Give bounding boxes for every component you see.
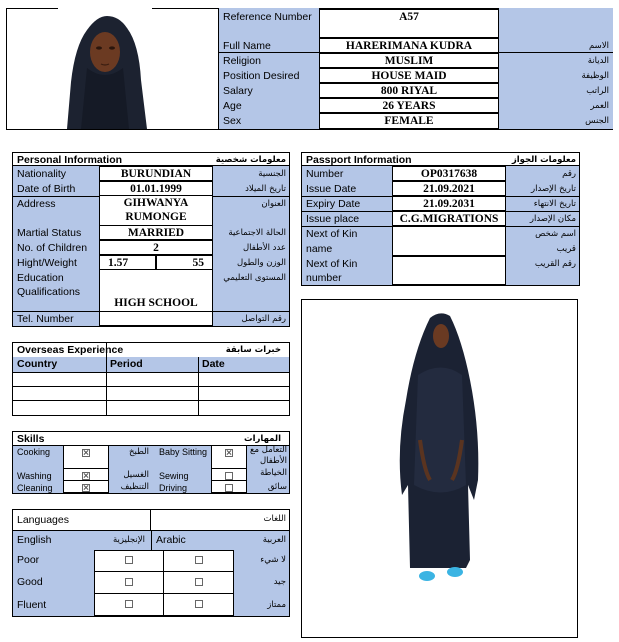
height-weight-label: Hight/Weight xyxy=(17,257,77,269)
arabic-good-checkbox[interactable] xyxy=(163,571,234,594)
english-poor-checkbox[interactable] xyxy=(94,550,164,572)
skill-cleaning-label: Cleaning xyxy=(17,483,53,493)
skills-section xyxy=(12,431,290,494)
marital-ar: الحالة الاجتماعية xyxy=(228,228,286,238)
column-divider xyxy=(151,530,152,550)
overseas-experience-section xyxy=(12,342,290,416)
address-label: Address xyxy=(17,198,56,210)
skill-baby-sitting-ar-1: التعامل مع xyxy=(250,445,287,455)
children-label: No. of Children xyxy=(17,242,88,254)
tel-value xyxy=(99,311,213,326)
header-values xyxy=(319,8,499,129)
salary-value: 800 RIYAL xyxy=(319,83,499,98)
skill-cooking-label: Cooking xyxy=(17,447,51,457)
skill-sewing-ar: الخياطة xyxy=(260,468,287,478)
education-label-1: Education xyxy=(17,272,64,284)
checkbox-unchecked-icon xyxy=(125,600,133,608)
section-title-ar: خبرات سابقة xyxy=(225,345,281,355)
age-label: Age xyxy=(223,100,242,112)
expiry-date-value: 21.09.2031 xyxy=(392,196,506,211)
reference-label: Reference Number xyxy=(223,11,312,23)
religion-ar: الديانة xyxy=(587,56,609,66)
position-ar: الوظيفة xyxy=(581,71,609,81)
weight-value: 55 xyxy=(156,255,213,270)
header-labels xyxy=(218,8,319,129)
languages-title-cell xyxy=(13,510,151,530)
kin-number-value[interactable] xyxy=(392,256,506,285)
checkbox-unchecked-icon xyxy=(195,600,203,608)
section-header xyxy=(302,153,579,166)
skill-sewing-label: Sewing xyxy=(159,471,189,481)
kin-name-ar-2: قريب xyxy=(556,244,576,254)
full-name-value: HARERIMANA KUDRA xyxy=(319,38,499,53)
languages-title-ar-cell xyxy=(151,510,289,530)
column-period: Period xyxy=(110,358,143,370)
row-divider xyxy=(13,400,289,401)
english-ar: الإنجليزية xyxy=(112,535,145,545)
level-poor-ar: لا شيء xyxy=(260,555,286,565)
skill-cooking-ar: الطبخ xyxy=(129,447,149,457)
language-header-row xyxy=(13,531,289,550)
english-good-checkbox[interactable] xyxy=(94,571,164,594)
address-ar: العنوان xyxy=(261,199,286,209)
marital-value: MARRIED xyxy=(99,225,213,240)
issue-date-value: 21.09.2021 xyxy=(392,181,506,196)
level-poor-label: Poor xyxy=(17,554,40,566)
height-value: 1.57 xyxy=(99,255,156,270)
divider xyxy=(499,52,613,53)
education-value: HIGH SCHOOL xyxy=(99,270,213,312)
nationality-value: BURUNDIAN xyxy=(99,166,213,181)
column-date: Date xyxy=(202,358,225,370)
section-title: Passport Information xyxy=(306,154,412,166)
skill-driving-label: Driving xyxy=(159,483,188,493)
level-good-ar: جيد xyxy=(273,577,286,587)
passport-number-ar: رقم xyxy=(562,169,576,179)
header-arabic-labels xyxy=(499,8,613,129)
english-label: English xyxy=(17,534,52,546)
education-ar: المستوى التعليمي xyxy=(223,273,286,283)
skill-baby-sitting-checkbox[interactable] xyxy=(211,445,247,469)
kin-number-ar: رقم القريب xyxy=(534,259,576,269)
section-header xyxy=(13,153,289,166)
divider xyxy=(218,52,319,53)
passport-number-label: Number xyxy=(306,168,344,180)
section-title-ar: اللغات xyxy=(263,514,286,524)
level-good-label: Good xyxy=(17,576,43,588)
address-value xyxy=(99,196,213,225)
level-ar-column xyxy=(233,550,289,616)
dob-value: 01.01.1999 xyxy=(99,181,213,196)
skill-driving-ar: سائق xyxy=(267,482,287,492)
full-name-ar: الاسم xyxy=(589,41,609,51)
languages-section xyxy=(12,509,290,617)
expiry-date-ar: تاريخ الانتهاء xyxy=(533,199,576,209)
salary-ar: الراتب xyxy=(586,86,609,96)
checkbox-unchecked-icon xyxy=(195,578,203,586)
sex-value: FEMALE xyxy=(319,113,499,129)
kin-name-ar-1: اسم شخص xyxy=(535,229,576,239)
level-fluent-label: Fluent xyxy=(17,599,47,611)
marital-label: Martial Status xyxy=(17,227,82,239)
checkbox-unchecked-icon xyxy=(225,472,233,480)
dob-ar: تاريخ الميلاد xyxy=(245,184,286,194)
arabic-label: Arabic xyxy=(156,534,186,546)
children-value: 2 xyxy=(99,240,213,255)
skill-cleaning-ar: التنظيف xyxy=(120,482,149,492)
section-title-ar: معلومات الجواز xyxy=(511,155,576,165)
row-divider xyxy=(13,372,289,373)
column-country: Country xyxy=(17,358,58,370)
section-title: Skills xyxy=(17,433,45,445)
skill-driving-checkbox[interactable] xyxy=(211,480,247,493)
checkbox-unchecked-icon xyxy=(195,556,203,564)
position-label: Position Desired xyxy=(223,70,300,82)
tel-ar: رقم التواصل xyxy=(241,314,286,324)
passport-information-section xyxy=(301,152,580,286)
religion-value: MUSLIM xyxy=(319,53,499,68)
address-line-2: RUMONGE xyxy=(125,211,187,223)
reference-value: A57 xyxy=(319,9,499,38)
issue-place-ar: مكان الإصدار xyxy=(529,214,576,224)
full-name-label: Full Name xyxy=(223,40,271,52)
checkbox-checked-icon xyxy=(225,449,233,457)
skill-cleaning-checkbox[interactable] xyxy=(63,480,109,493)
age-ar: العمر xyxy=(590,101,609,111)
tel-label: Tel. Number xyxy=(17,313,74,325)
skill-washing-label: Washing xyxy=(17,471,52,481)
passport-number-value: OP0317638 xyxy=(392,166,506,181)
arabic-fluent-checkbox[interactable] xyxy=(163,593,234,616)
section-title-ar: معلومات شخصية xyxy=(215,155,286,165)
headshot-photo xyxy=(57,10,152,129)
expiry-date-label: Expiry Date xyxy=(306,198,361,210)
height-weight-ar: الوزن والطول xyxy=(237,258,286,268)
age-value: 26 YEARS xyxy=(319,98,499,113)
arabic-ar: العربية xyxy=(262,535,286,545)
issue-date-ar: تاريخ الإصدار xyxy=(531,184,576,194)
skill-baby-sitting-label: Baby Sitting xyxy=(159,447,208,457)
section-header xyxy=(13,343,289,357)
level-labels-column xyxy=(13,550,94,616)
sex-label: Sex xyxy=(223,115,242,127)
education-label-2: Qualifications xyxy=(17,286,81,298)
skill-cooking-checkbox[interactable] xyxy=(63,445,109,469)
section-title: Overseas Experience xyxy=(17,344,124,356)
kin-name-label-2: name xyxy=(306,243,333,255)
section-title: Languages xyxy=(17,514,69,526)
skill-washing-ar: الغسيل xyxy=(123,470,149,480)
nationality-ar: الجنسية xyxy=(258,169,286,179)
sex-ar: الجنس xyxy=(585,116,609,126)
english-fluent-checkbox[interactable] xyxy=(94,593,164,616)
issue-place-label: Issue place xyxy=(306,213,360,225)
position-value: HOUSE MAID xyxy=(319,68,499,83)
table-header xyxy=(13,357,289,372)
column-divider xyxy=(106,343,107,415)
checkbox-unchecked-icon xyxy=(225,484,233,492)
level-fluent-ar: ممتاز xyxy=(267,600,286,610)
religion-label: Religion xyxy=(223,55,261,67)
full-body-photo xyxy=(301,299,578,638)
section-title: Personal Information xyxy=(17,154,123,166)
checkbox-unchecked-icon xyxy=(125,556,133,564)
checkbox-checked-icon xyxy=(82,449,90,457)
issue-place-value: C.G.MIGRATIONS xyxy=(392,211,506,226)
checkbox-unchecked-icon xyxy=(125,578,133,586)
address-line-1: GIHWANYA xyxy=(123,197,189,209)
arabic-poor-checkbox[interactable] xyxy=(163,550,234,572)
children-ar: عدد الأطفال xyxy=(242,243,286,253)
kin-name-label-1: Next of Kin xyxy=(306,228,358,240)
section-header xyxy=(13,432,289,445)
dob-label: Date of Birth xyxy=(17,183,76,195)
row-divider xyxy=(13,386,289,387)
nationality-label: Nationality xyxy=(17,168,67,180)
kin-number-label-2: number xyxy=(306,272,342,284)
checkbox-checked-icon xyxy=(82,484,90,492)
checkbox-checked-icon xyxy=(82,472,90,480)
salary-label: Salary xyxy=(223,85,253,97)
issue-date-label: Issue Date xyxy=(306,183,357,195)
skill-baby-sitting-ar-2: الأطفال xyxy=(259,456,287,466)
personal-information-section xyxy=(12,152,290,327)
kin-name-value[interactable] xyxy=(392,226,506,256)
section-title-ar: المهارات xyxy=(244,434,281,444)
kin-number-label-1: Next of Kin xyxy=(306,258,358,270)
